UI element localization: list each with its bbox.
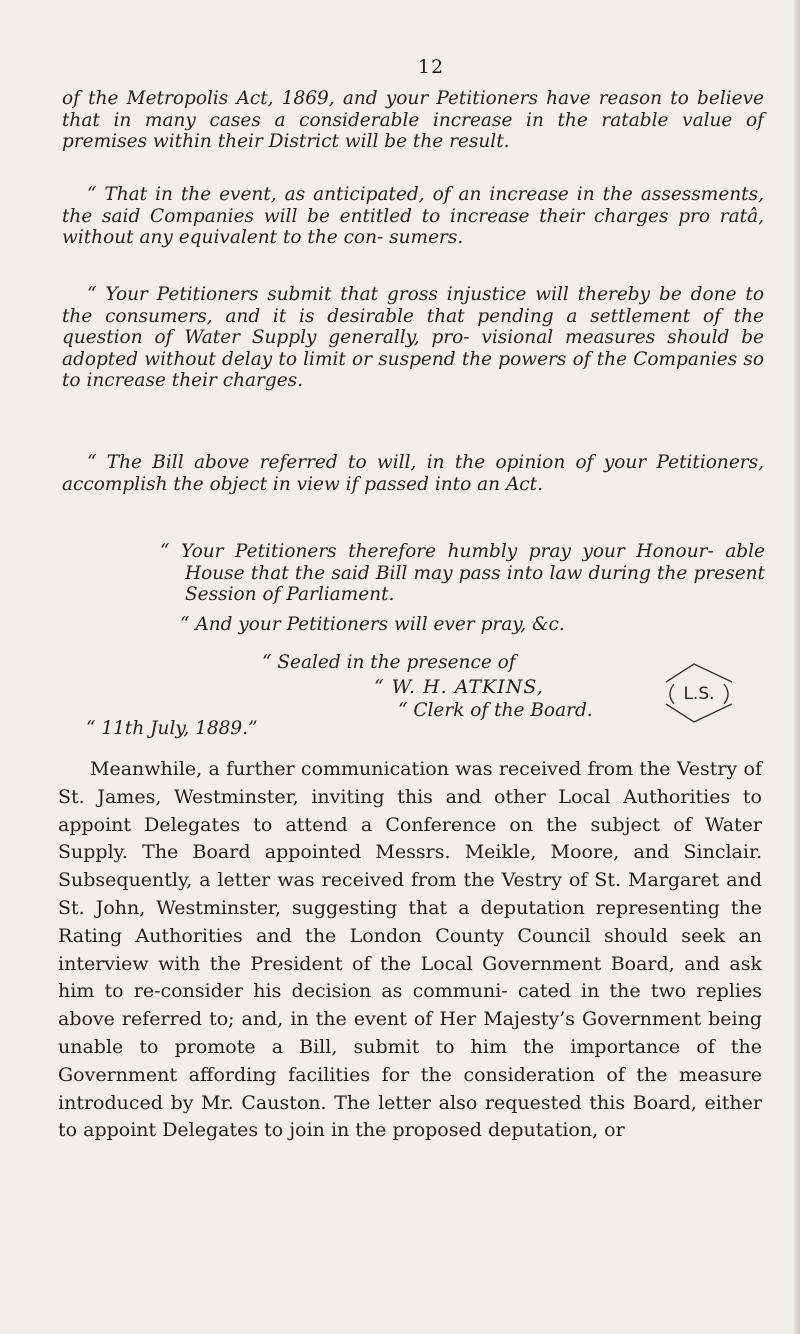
seal-mark — [664, 660, 734, 728]
petition-prayer: “ Your Petitioners therefore humbly pray your Honour- able House that the said Bill may pass into law during the present Session of Parliament. — [160, 541, 765, 605]
page-edge — [794, 0, 800, 1334]
signatory-title: “ Clerk of the Board. — [398, 700, 593, 721]
body-paragraph: Meanwhile, a further communication was received from the Vestry of St. James, Westminster, inviting this and other Local Authorities to appoint Delegates to attend a Conference on the subject of Water Supply. The Board appointed Messrs. Meikle, Moore, and Sinclair. Subsequently, a letter was received from the Vestry of St. Margaret and St. John, Westminster, suggesting that a deputation representing the Rating Authorities and the London County Council should seek an interview with the President of the Local Government Board, and ask him to re-consider his decision as communi- cated in the two replies above referred to; and, in the event of Her Majesty’s Government being unable to promote a Bill, submit to him the importance of the Government affording facilities for the consideration of the measure introduced by Mr. Causton. The letter also requested this Board, either to appoint Delegates to join in the proposed deputation, or — [58, 758, 762, 1142]
body-section — [58, 756, 762, 1145]
petition-paragraph-2: “ That in the event, as anticipated, of an increase in the assessments, the said Companies will be entitled to increase their charges pro ratâ, without any equivalent to the con- sumers. — [62, 184, 764, 248]
petition-paragraph-4: “ The Bill above referred to will, in the opinion of your Petitioners, accomplish the object in view if passed into an Act. — [62, 452, 764, 495]
petition-closing: “ And your Petitioners will ever pray, &c. — [180, 614, 565, 635]
sealed-line: “ Sealed in the presence of — [262, 652, 516, 673]
signatory-name: “ W. H. ATKINS, — [374, 676, 544, 698]
petition-date: “ 11th July, 1889.” — [86, 718, 258, 739]
petition-paragraph-1: of the Metropolis Act, 1869, and your Petitioners have reason to believe that in many cases a considerable increase in the ratable value of premises within their District will be the result. — [62, 88, 764, 152]
petition-paragraph-3: “ Your Petitioners submit that gross injustice will thereby be done to the consumers, and it is desirable that pending a settlement of the question of Water Supply generally, pro- visional measures should be adopted without delay to limit or suspend the powers of the Companies so to increase their charges. — [62, 284, 764, 391]
page-number: 12 — [417, 56, 445, 78]
seal-label: L.S. — [683, 684, 715, 704]
